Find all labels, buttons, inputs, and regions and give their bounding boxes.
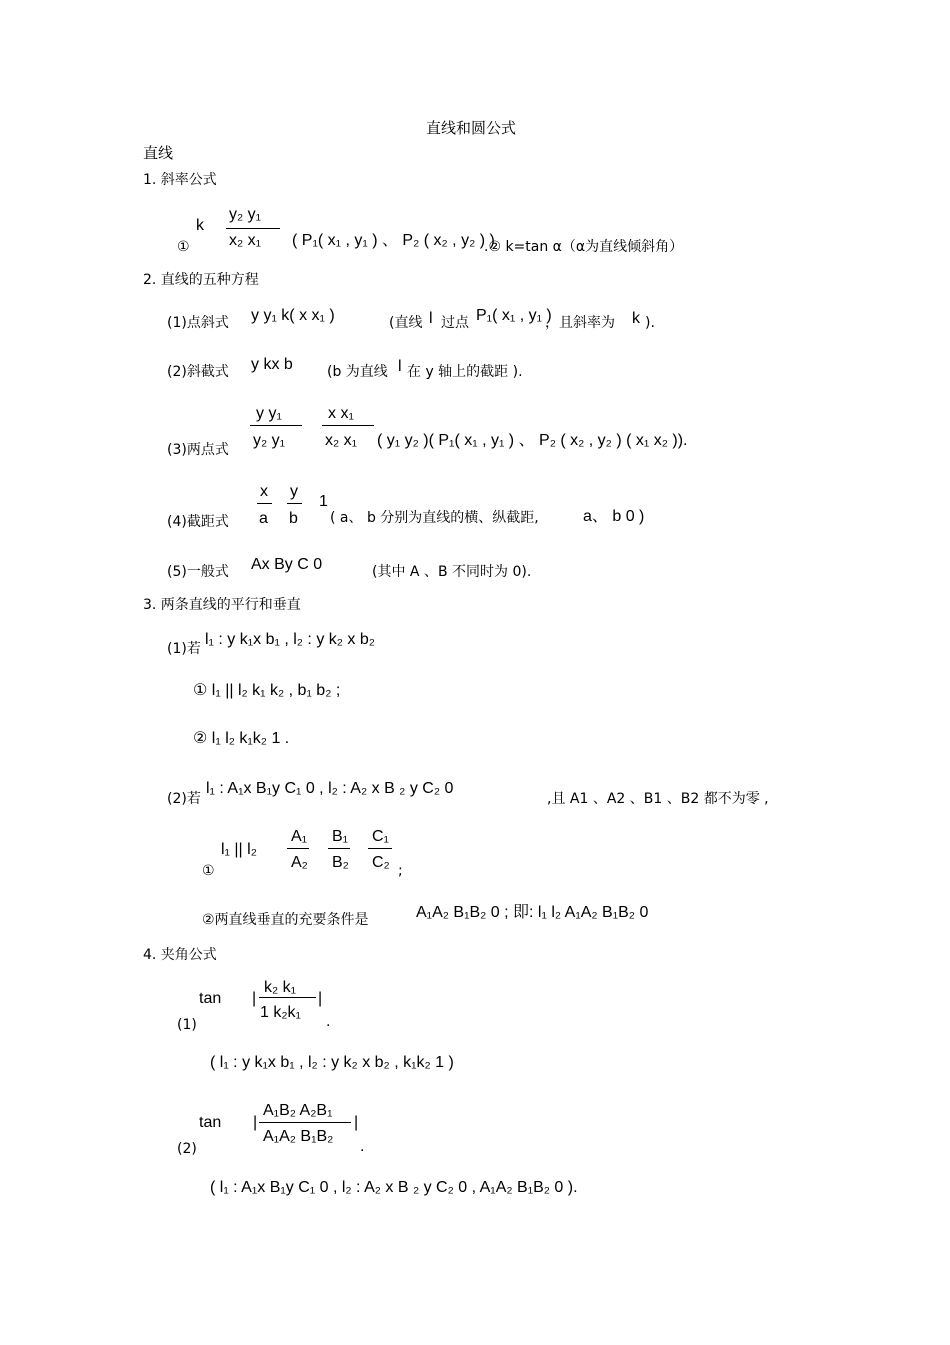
slope-intercept-note-1: (b 为直线: [327, 364, 388, 380]
period: .: [326, 1013, 331, 1030]
condition-2-lines: l₁ : A₁x B₁y C₁ 0 , l₂ : A₂ x B ₂ y C₂ 0: [206, 780, 454, 797]
slope-intercept-equation: y kx b: [251, 356, 293, 373]
point-slope-note-3: ，且斜率为: [545, 315, 615, 331]
fraction-bar: [287, 503, 302, 504]
angle-2-numerator: A₁B₂ A₂B₁: [263, 1102, 333, 1119]
condition-2-note: ,且 A1 、A2 、B1 、B2 都不为零 ,: [547, 791, 769, 807]
ratio-a2: A₂: [291, 854, 308, 871]
fraction-bar: [257, 503, 272, 504]
general-note: (其中 A 、B 不同时为 0).: [372, 564, 532, 580]
intercept-x: x: [260, 483, 268, 500]
slope-numerator: y₂ y₁: [229, 206, 262, 223]
slope-intercept-label: (2)斜截式: [167, 364, 229, 380]
parallel-lhs-2: l₁ || l₂: [221, 841, 257, 858]
two-point-condition: ( y₁ y₂ )( P₁( x₁ , y₁ ) 、 P₂ ( x₂ , y₂ ) ( x₁ x₂ )).: [377, 432, 688, 449]
intercept-one: 1: [319, 493, 328, 510]
angle-1-condition: ( l₁ : y k₁x b₁ , l₂ : y k₂ x b₂ , k₁k₂ 1 ): [210, 1054, 454, 1071]
point-slope-note-1: (直线: [389, 315, 423, 331]
heading-parallel-perpendicular: 3. 两条直线的平行和垂直: [143, 597, 301, 613]
point-slope-l: l: [429, 310, 433, 327]
general-label: (5)一般式: [167, 564, 229, 580]
abs-bar-right: |: [318, 990, 323, 1007]
fraction-bar: [226, 228, 280, 229]
heading-slope: 1. 斜率公式: [143, 172, 217, 188]
abs-bar-right: |: [354, 1114, 359, 1131]
point-slope-note-2: 过点: [441, 315, 469, 331]
heading-angle: 4. 夹角公式: [143, 947, 217, 963]
slope-tan-note: .② k=tan α（α为直线倾斜角）: [484, 239, 684, 255]
slope-denominator: x₂ x₁: [229, 232, 262, 249]
intercept-y: y: [290, 483, 298, 500]
semicolon: ;: [398, 863, 403, 879]
angle-1-denominator: 1 k₂k₁: [260, 1004, 301, 1021]
angle-1-numerator: k₂ k₁: [264, 979, 297, 996]
parallel-condition-1: ① l₁ || l₂ k₁ k₂ , b₁ b₂ ;: [193, 682, 341, 699]
angle-1-tan: tan: [199, 990, 222, 1007]
abs-bar-left: |: [252, 990, 257, 1007]
fraction-bar: [250, 425, 302, 426]
condition-2-label: (2)若: [167, 791, 201, 807]
two-point-label: (3)两点式: [167, 442, 229, 458]
abs-bar-left: |: [253, 1114, 258, 1131]
slope-k: k: [196, 217, 204, 234]
section-heading: 直线: [143, 144, 174, 162]
angle-2-label: (2): [177, 1141, 197, 1157]
fraction-bar: [328, 848, 350, 849]
two-point-num-1: y y₁: [256, 405, 282, 422]
angle-2-denominator: A₁A₂ B₁B₂: [263, 1128, 334, 1145]
circled-one: ①: [177, 239, 190, 255]
ratio-c1: C₁: [372, 828, 389, 845]
fraction-bar: [287, 848, 309, 849]
slope-points: ( P₁( x₁ , y₁ ) 、 P₂ ( x₂ , y₂ ) ): [292, 232, 495, 249]
point-slope-equation: y y₁ k( x x₁ ): [251, 307, 335, 324]
point-slope-label: (1)点斜式: [167, 315, 229, 331]
intercept-note: ( a、 b 分别为直线的横、纵截距,: [330, 510, 539, 526]
fraction-bar: [368, 848, 392, 849]
intercept-a: a: [259, 510, 268, 527]
general-equation: Ax By C 0: [251, 556, 323, 573]
fraction-bar: [259, 997, 316, 998]
condition-1-label: (1)若: [167, 641, 201, 657]
circled-one: ①: [202, 863, 215, 879]
ratio-a1: A₁: [291, 828, 308, 845]
two-point-den-2: x₂ x₁: [325, 432, 358, 449]
point-slope-note-4: ).: [645, 315, 655, 331]
point-slope-point: P₁( x₁ , y₁ ): [476, 307, 552, 324]
intercept-b: b: [289, 510, 298, 527]
angle-1-label: (1): [177, 1017, 197, 1033]
intercept-condition: a、 b 0 ): [583, 508, 645, 525]
condition-1-lines: l₁ : y k₁x b₁ , l₂ : y k₂ x b₂: [205, 631, 375, 648]
perpendicular-condition-2: A₁A₂ B₁B₂ 0 ; 即: l₁ l₂ A₁A₂ B₁B₂ 0: [416, 904, 649, 921]
period: .: [360, 1138, 365, 1155]
fraction-bar: [259, 1122, 351, 1123]
perpendicular-condition-1: ② l₁ l₂ k₁k₂ 1 .: [193, 730, 290, 747]
ratio-c2: C₂: [372, 854, 390, 871]
two-point-num-2: x x₁: [328, 405, 354, 422]
two-point-den-1: y₂ y₁: [253, 432, 286, 449]
ratio-b1: B₁: [332, 828, 349, 845]
angle-2-tan: tan: [199, 1114, 222, 1131]
fraction-bar: [322, 425, 374, 426]
point-slope-k: k: [632, 310, 640, 327]
intercept-label: (4)截距式: [167, 514, 229, 530]
page-title: 直线和圆公式: [426, 119, 517, 137]
ratio-b2: B₂: [332, 854, 349, 871]
slope-intercept-note-2: 在 y 轴上的截距 ).: [407, 364, 523, 380]
heading-five-forms: 2. 直线的五种方程: [143, 272, 259, 288]
perpendicular-text-2: ②两直线垂直的充要条件是: [202, 912, 369, 928]
slope-intercept-l: l: [398, 358, 402, 375]
angle-2-condition: ( l₁ : A₁x B₁y C₁ 0 , l₂ : A₂ x B ₂ y C₂ 0 , A₁A₂ B₁B₂ 0 ).: [210, 1179, 578, 1196]
